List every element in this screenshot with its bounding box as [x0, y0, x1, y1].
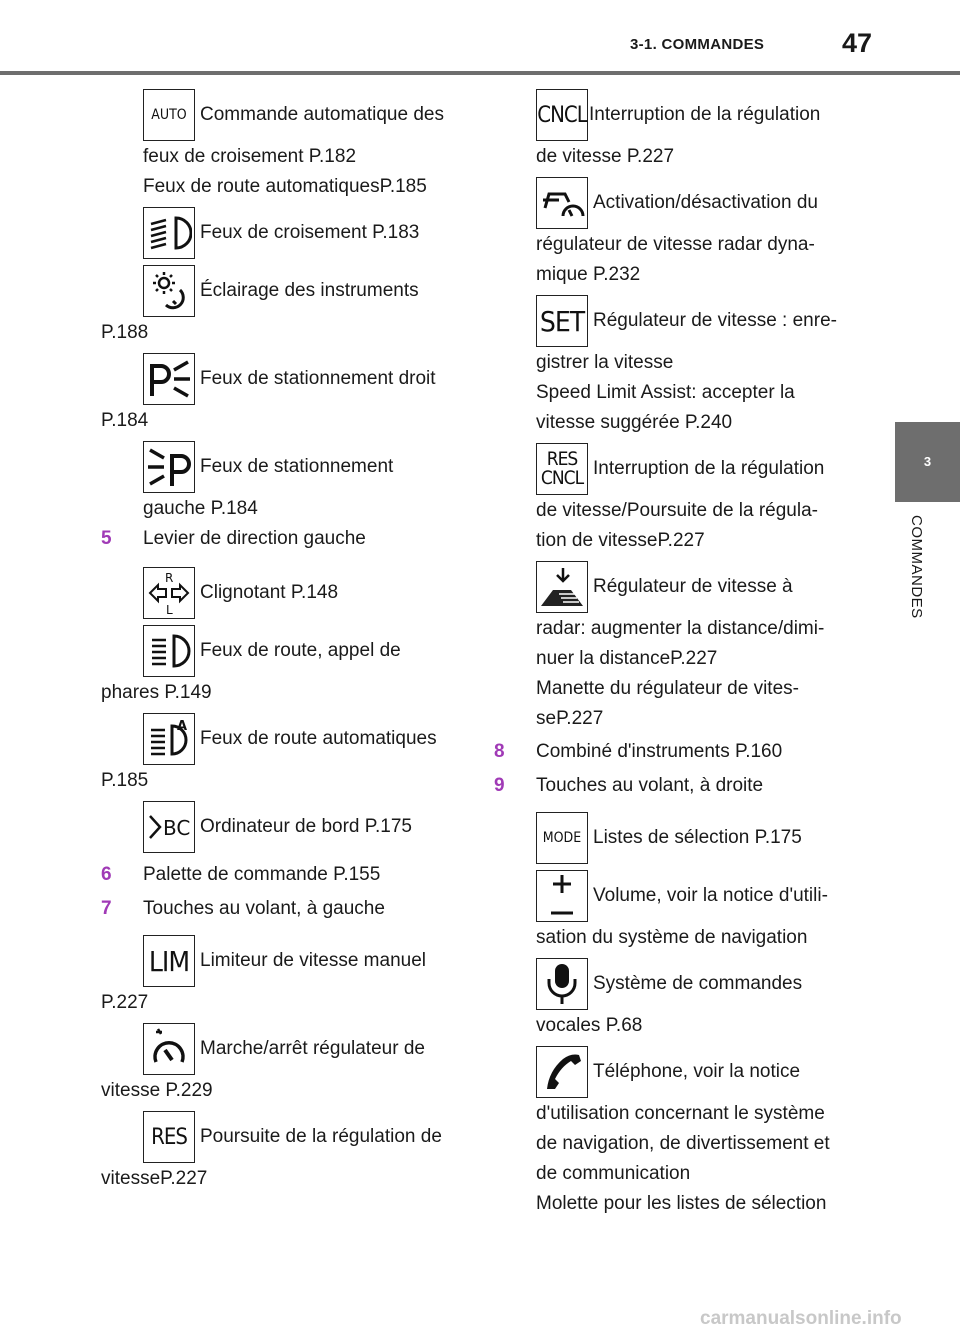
- phone-icon: [536, 1046, 588, 1098]
- voice-row: Système de commandes: [536, 957, 834, 1011]
- turn-signal-row: R L Clignotant P.148: [143, 566, 441, 620]
- left-column: AUTO Commande automatique des feux de croisement P.182 Feux de route automatiquesP.185 Feux de croisement P.183 Éclairage des instruments P.188 Feux de stationnement droit P.184 Feux de stationnement gauche P.184 5 Levier de direction gauche R L Clignotant P.148 Feux de route, appel de phares P.149 A Feux de route automatiques P.185 BC Ordinateur de bord P.175 6 Palette de commande P.155 7 Touches au volant, à gauche LIM Limiteur de vitesse manuel P.227 Marche/arrêt régulateur de vitesse P.229 RES Poursuite de la régulation de vitesseP.227: [101, 88, 441, 1194]
- low-beam-row: Feux de croisement P.183: [143, 206, 441, 260]
- distance-row: Régulateur de vitesse à: [536, 560, 834, 614]
- auto-high-beam-row: A Feux de route automatiques: [143, 712, 441, 766]
- cancel-icon: CNCL: [536, 89, 588, 141]
- set-row: SET Régulateur de vitesse : enre-: [536, 294, 834, 348]
- svg-text:R: R: [165, 571, 174, 585]
- auto-light-row: AUTO Commande automatique des: [143, 88, 441, 142]
- item-6: 6 Palette de commande P.155: [101, 864, 381, 885]
- svg-text:A: A: [177, 719, 188, 734]
- page-number: 47: [842, 28, 873, 58]
- watermark: carmanualsonline.info: [700, 1308, 902, 1329]
- res-cncl-row: RES CNCL Interruption de la régulation: [536, 442, 834, 496]
- mode-row: MODE Listes de sélection P.175: [536, 811, 834, 865]
- set-icon: SET: [536, 295, 588, 347]
- item-8: 8 Combiné d'instruments P.160: [494, 741, 783, 762]
- speed-limiter-icon: LIM: [143, 935, 195, 987]
- chapter-label: COMMANDES: [908, 515, 925, 619]
- resume-icon: RES: [143, 1111, 195, 1163]
- res-cncl-icon: RES CNCL: [536, 443, 588, 495]
- svg-text:BC: BC: [163, 816, 191, 840]
- chapter-tab[interactable]: 3: [895, 422, 960, 502]
- instrument-light-icon: [143, 265, 195, 317]
- right-column: CNCL Interruption de la régulation de vitesse P.227 Activation/désactivation du régulateur de vitesse radar dyna- mique P.232 SET Régulateur de vitesse : enre- gistrer la vitesse Speed Limit Assist: accepter la vitesse suggérée P.240 RES CNCL Interruption de la régulation de vitesse/Poursuite de la régula- tion de vitesseP.227 Régulateur de vitesse à radar: augmenter la distance/dimi- nuer la distanceP.227 Manette du régulateur de vites- seP.227 8 Combiné d'instruments P.160 9 Touches au volant, à droite MODE Listes de sélection P.175 Volume, voir la notice d'utili- sation du système de navigation Système de commandes vocales P.68 Téléphone, voir la notice d'utilisation concernant le système de navigation, de divertissement et de communication Molette pour les listes de sélection: [494, 88, 834, 1219]
- auto-high-beam-icon: [143, 713, 195, 765]
- resume-row: RES Poursuite de la régulation de: [143, 1110, 441, 1164]
- low-beam-icon: [143, 207, 195, 259]
- turn-signal-icon: [143, 567, 195, 619]
- trip-computer-icon: [143, 801, 195, 853]
- parking-left-row: Feux de stationnement: [143, 440, 441, 494]
- cancel-row: CNCL Interruption de la régulation: [536, 88, 834, 142]
- cruise-onoff-icon: [143, 1023, 195, 1075]
- item-9: 9 Touches au volant, à droite: [494, 775, 764, 796]
- trip-computer-row: BC Ordinateur de bord P.175: [143, 800, 441, 854]
- item-7: 7 Touches au volant, à gauche: [101, 898, 385, 919]
- radar-cruise-icon: [536, 177, 588, 229]
- phone-row: Téléphone, voir la notice: [536, 1045, 834, 1099]
- instrument-light-row: Éclairage des instruments: [143, 264, 441, 318]
- mode-icon: MODE: [536, 812, 588, 864]
- microphone-icon: [536, 958, 588, 1010]
- item-5: 5 Levier de direction gauche: [101, 528, 366, 549]
- speed-limiter-row: LIM Limiteur de vitesse manuel: [143, 934, 441, 988]
- parking-left-icon: [143, 441, 195, 493]
- parking-right-icon: [143, 353, 195, 405]
- cruise-onoff-row: Marche/arrêt régulateur de: [143, 1022, 441, 1076]
- volume-row: Volume, voir la notice d'utili-: [536, 869, 834, 923]
- auto-light-icon: AUTO: [143, 89, 195, 141]
- parking-right-row: Feux de stationnement droit: [143, 352, 441, 406]
- high-beam-row: Feux de route, appel de: [143, 624, 441, 678]
- header-rule: [0, 71, 960, 75]
- volume-icon: [536, 870, 588, 922]
- high-beam-icon: [143, 625, 195, 677]
- svg-text:L: L: [166, 603, 173, 616]
- radar-cruise-row: Activation/désactivation du: [536, 176, 834, 230]
- section-title: 3-1. COMMANDES: [630, 36, 765, 53]
- distance-icon: [536, 561, 588, 613]
